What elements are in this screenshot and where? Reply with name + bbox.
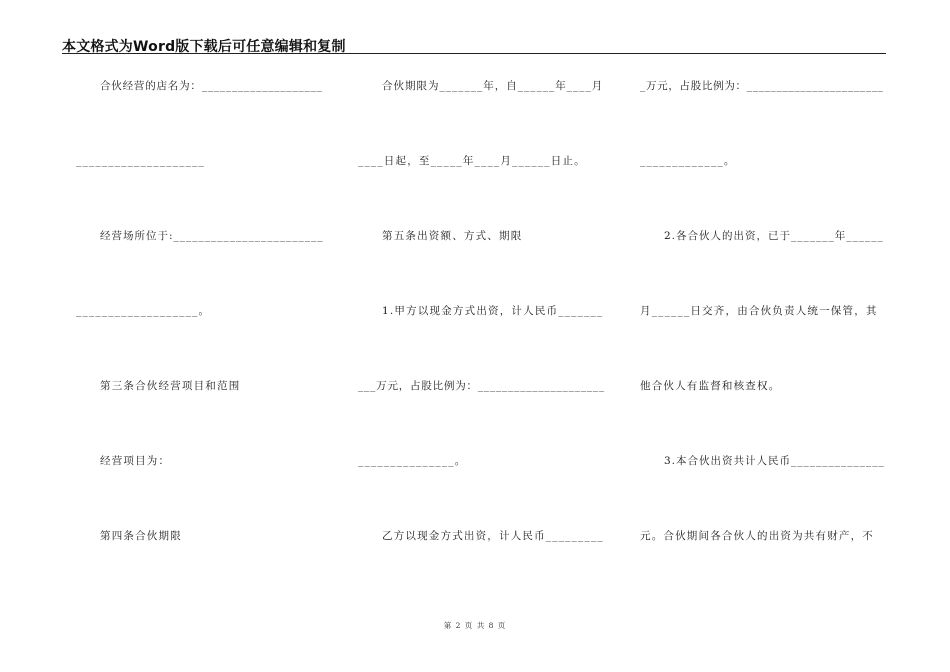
text-line: 月______日交齐，由合伙负责人统一保管，其 bbox=[640, 305, 878, 317]
text-line: 乙方以现金方式出资，计人民币_________ bbox=[382, 530, 604, 542]
text-line: 3.本合伙出资共计人民币_______________ bbox=[664, 455, 885, 467]
text-line: 第三条合伙经营项目和范围 bbox=[100, 380, 241, 392]
text-line: 1.甲方以现金方式出资，计人民币_______ bbox=[382, 305, 604, 317]
text-line: 第五条出资额、方式、期限 bbox=[382, 230, 523, 242]
text-line: 第四条合伙期限 bbox=[100, 530, 182, 542]
text-line: 合伙经营的店名为：____________________ bbox=[100, 80, 323, 92]
text-line: 元。合伙期间各合伙人的出资为共有财产，不 bbox=[640, 530, 874, 542]
header-rule bbox=[62, 53, 886, 54]
page-number-footer: 第 2 页 共 8 页 bbox=[443, 621, 507, 630]
text-line: _____________。 bbox=[640, 155, 736, 167]
text-line: 他合伙人有监督和核查权。 bbox=[640, 380, 781, 392]
text-line: 2.各合伙人的出资，已于_______年______ bbox=[664, 230, 884, 242]
text-line: 经营场所位于:________________________ bbox=[100, 230, 324, 242]
text-line: _万元，占股比例为：_______________________ bbox=[640, 80, 884, 92]
text-line: ___________________。 bbox=[76, 305, 211, 317]
page-header-title: 本文格式为Word版下载后可任意编辑和复制 bbox=[62, 39, 346, 55]
text-line: 经营项目为： bbox=[100, 455, 171, 467]
text-line: ____________________ bbox=[76, 155, 205, 167]
text-line: ____日起，至_____年____月______日止。 bbox=[358, 155, 586, 167]
text-line: _______________。 bbox=[358, 455, 467, 467]
text-line: ___万元，占股比例为：_____________________ bbox=[358, 380, 605, 392]
text-line: 合伙期限为_______年，自______年____月 bbox=[382, 80, 604, 92]
